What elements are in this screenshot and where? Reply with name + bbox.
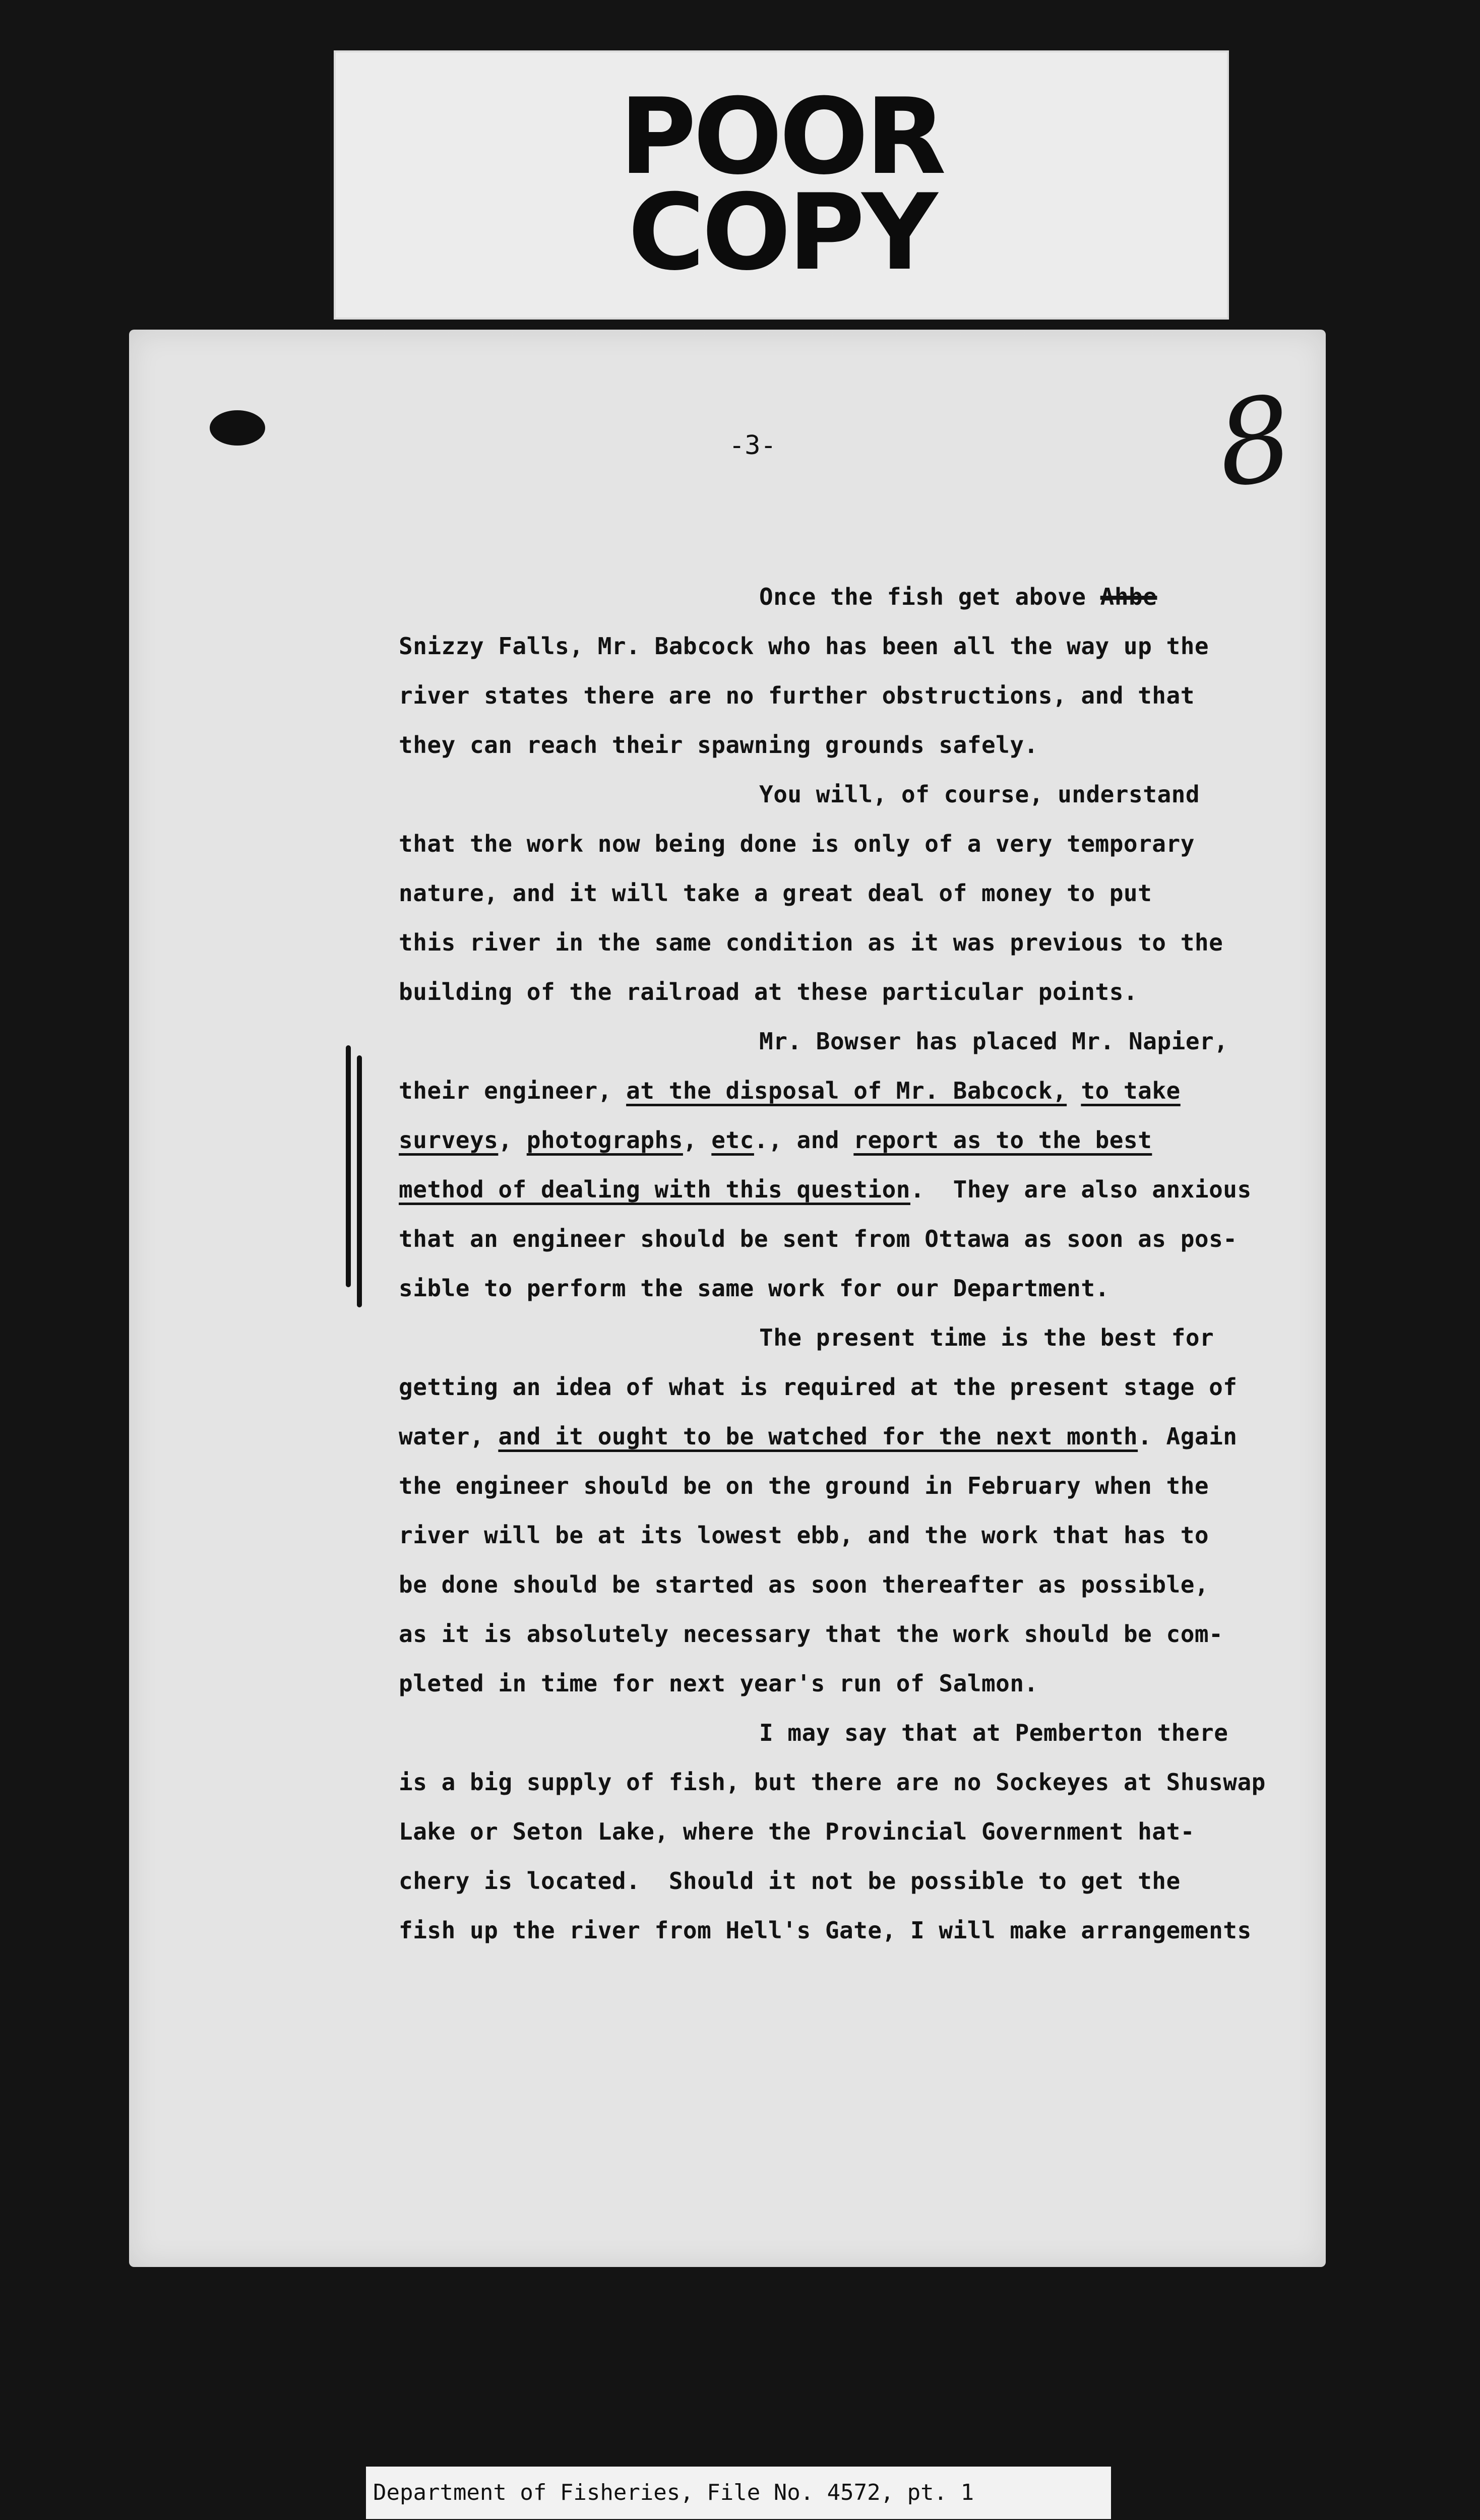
letter-line <box>399 1915 1252 1945</box>
line-text: sible to perform the same work for our Department. <box>399 1275 1109 1302</box>
letter-line <box>399 1668 1038 1698</box>
line-text: chery is located. Should it not be possible to get the <box>399 1867 1181 1895</box>
letter-page <box>129 330 1326 2267</box>
line-text: fish up the river from Hell's Gate, I will make arrangements <box>399 1917 1252 1944</box>
line-text: this river in the same condition as it was previous to the <box>399 929 1223 956</box>
letter-line <box>399 829 1195 859</box>
underlined-text: etc <box>711 1126 754 1154</box>
letter-line <box>759 1322 1214 1353</box>
letter-line <box>399 1372 1237 1402</box>
poor-copy-line1: POOR <box>619 76 944 198</box>
letter-line <box>399 927 1223 958</box>
letter-line <box>399 1569 1209 1600</box>
line-text: that an engineer should be sent from Ottawa as soon as pos- <box>399 1225 1238 1252</box>
line-text: they can reach their spawning grounds safely. <box>399 731 1038 759</box>
line-text: Lake or Seton Lake, where the Provincial Government hat- <box>399 1818 1195 1845</box>
handwritten-page-number: 8 <box>1209 370 1301 514</box>
letter-line <box>759 1718 1228 1748</box>
letter-line <box>399 1224 1237 1254</box>
letter-line <box>399 631 1209 661</box>
letter-line <box>399 977 1138 1007</box>
underlined-text: and it ought to be watched for the next month <box>498 1423 1138 1450</box>
letter-line <box>399 1174 1252 1205</box>
letter-line <box>399 1866 1181 1896</box>
poor-copy-line2: COPY <box>628 172 935 294</box>
line-text: their engineer, <box>399 1077 627 1104</box>
page-marker: -3- <box>729 430 776 461</box>
margin-mark-left <box>346 1045 351 1287</box>
letter-line <box>759 582 1157 612</box>
line-text: as it is absolutely necessary that the work should be com- <box>399 1620 1223 1648</box>
letter-line <box>399 1421 1238 1452</box>
line-text: I may say that at Pemberton there <box>759 1719 1228 1746</box>
margin-mark-right <box>357 1055 362 1307</box>
line-text: pleted in time for next year's run of Salmon. <box>399 1670 1038 1697</box>
line-text: The present time is the best for <box>759 1324 1214 1351</box>
line-text: getting an idea of what is required at the present stage of <box>399 1373 1238 1401</box>
letter-line <box>399 730 1038 760</box>
line-text: be done should be started as soon thereafter as possible, <box>399 1571 1209 1598</box>
struck-text: Ahbe <box>1100 583 1157 610</box>
letter-line <box>399 1273 1109 1303</box>
underlined-text: method of dealing with this question <box>399 1176 910 1203</box>
letter-line <box>399 1076 1181 1106</box>
letter-line <box>399 1619 1223 1649</box>
underlined-text: photographs <box>526 1126 683 1154</box>
letter-line <box>399 878 1152 908</box>
line-text: , <box>683 1126 712 1154</box>
underlined-text: to take <box>1081 1077 1181 1104</box>
line-text: , <box>498 1126 527 1154</box>
line-text: that the work now being done is only of a very temporary <box>399 830 1195 857</box>
line-text: Snizzy Falls, Mr. Babcock who has been all the way up the <box>399 633 1209 660</box>
line-text: You will, of course, understand <box>759 781 1200 808</box>
file-reference-label: Department of Fisheries, File No. 4572, pt. 1 <box>366 2467 1111 2519</box>
letter-line <box>399 1767 1266 1797</box>
letter-line <box>399 1520 1209 1550</box>
line-text: nature, and it will take a great deal of money to put <box>399 879 1152 907</box>
letter-line <box>759 1026 1228 1056</box>
line-text: Mr. Bowser has placed Mr. Napier, <box>759 1028 1228 1055</box>
line-text: . Again <box>1138 1423 1238 1450</box>
letter-line <box>399 1471 1209 1501</box>
line-text <box>1067 1077 1081 1104</box>
letter-line <box>399 1816 1195 1847</box>
letter-line <box>759 779 1200 809</box>
line-text: Once the fish get above <box>759 583 1100 610</box>
letter-line <box>399 680 1195 711</box>
underlined-text: at the disposal of Mr. Babcock, <box>626 1077 1067 1104</box>
line-text: building of the railroad at these particular points. <box>399 978 1138 1005</box>
line-text: is a big supply of fish, but there are no Sockeyes at Shuswap <box>399 1769 1266 1796</box>
line-text: the engineer should be on the ground in February when the <box>399 1472 1209 1499</box>
punch-hole-mark <box>210 410 265 446</box>
underlined-text: surveys <box>399 1126 499 1154</box>
line-text: river states there are no further obstructions, and that <box>399 682 1195 709</box>
line-text: . They are also anxious <box>910 1176 1252 1203</box>
poor-copy-banner <box>334 50 1229 320</box>
letter-line <box>399 1125 1152 1155</box>
line-text: river will be at its lowest ebb, and the work that has to <box>399 1522 1209 1549</box>
line-text: water, <box>399 1423 499 1450</box>
underlined-text: report as to the best <box>853 1126 1152 1154</box>
line-text: ., and <box>754 1126 854 1154</box>
